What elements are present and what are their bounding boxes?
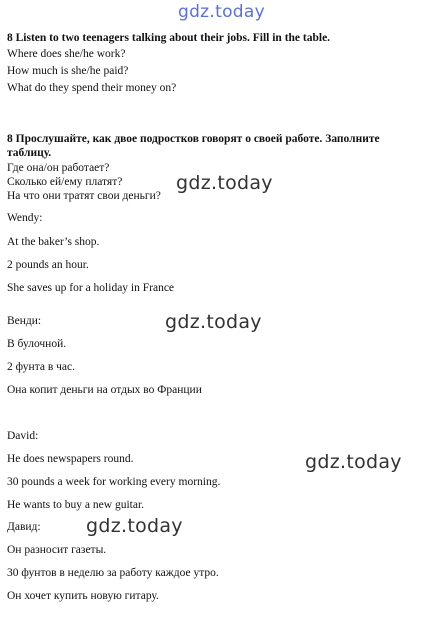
speaker-name-wendy-ru: Венди: bbox=[7, 315, 42, 327]
answer-wendy-2: 2 pounds an hour. bbox=[7, 259, 89, 271]
watermark: gdz.today bbox=[86, 515, 183, 537]
task-heading-ru-line1: 8 Прослушайте, как двое подростков говорят о своей работе. Заполните bbox=[7, 133, 380, 145]
watermark: gdz.today bbox=[176, 172, 273, 194]
answer-wendy-ru-1: В булочной. bbox=[7, 338, 67, 350]
speaker-name-david-ru: Давид: bbox=[7, 521, 41, 533]
question-en-2: How much is she/he paid? bbox=[7, 65, 129, 77]
question-en-1: Where does she/he work? bbox=[7, 48, 126, 60]
answer-david-ru-3: Он хочет купить новую гитару. bbox=[7, 590, 159, 602]
task-heading-en: 8 Listen to two teenagers talking about their jobs. Fill in the table. bbox=[7, 32, 331, 44]
answer-david-1: He does newspapers round. bbox=[7, 453, 134, 465]
watermark: gdz.today bbox=[165, 311, 262, 333]
answer-david-ru-2: 30 фунтов в неделю за работу каждое утро. bbox=[7, 567, 219, 579]
speaker-name-david: David: bbox=[7, 430, 39, 442]
question-ru-2: Сколько ей/ему платят? bbox=[7, 176, 123, 188]
answer-wendy-3: She saves up for a holiday in France bbox=[7, 282, 175, 294]
watermark-top: gdz.today bbox=[178, 2, 265, 22]
watermark: gdz.today bbox=[305, 451, 402, 473]
question-ru-1: Где она/он работает? bbox=[7, 162, 110, 174]
task-heading-ru-line2: таблицу. bbox=[7, 147, 52, 159]
answer-wendy-1: At the baker’s shop. bbox=[7, 236, 100, 248]
question-ru-3: На что они тратят свои деньги? bbox=[7, 190, 161, 202]
answer-david-3: He wants to buy a new guitar. bbox=[7, 499, 145, 511]
speaker-name-wendy: Wendy: bbox=[7, 212, 43, 224]
answer-wendy-ru-3: Она копит деньги на отдых во Франции bbox=[7, 384, 202, 396]
question-en-3: What do they spend their money on? bbox=[7, 82, 177, 94]
answer-wendy-ru-2: 2 фунта в час. bbox=[7, 361, 76, 373]
answer-david-2: 30 pounds a week for working every morning. bbox=[7, 476, 221, 488]
answer-david-ru-1: Он разносит газеты. bbox=[7, 544, 107, 556]
